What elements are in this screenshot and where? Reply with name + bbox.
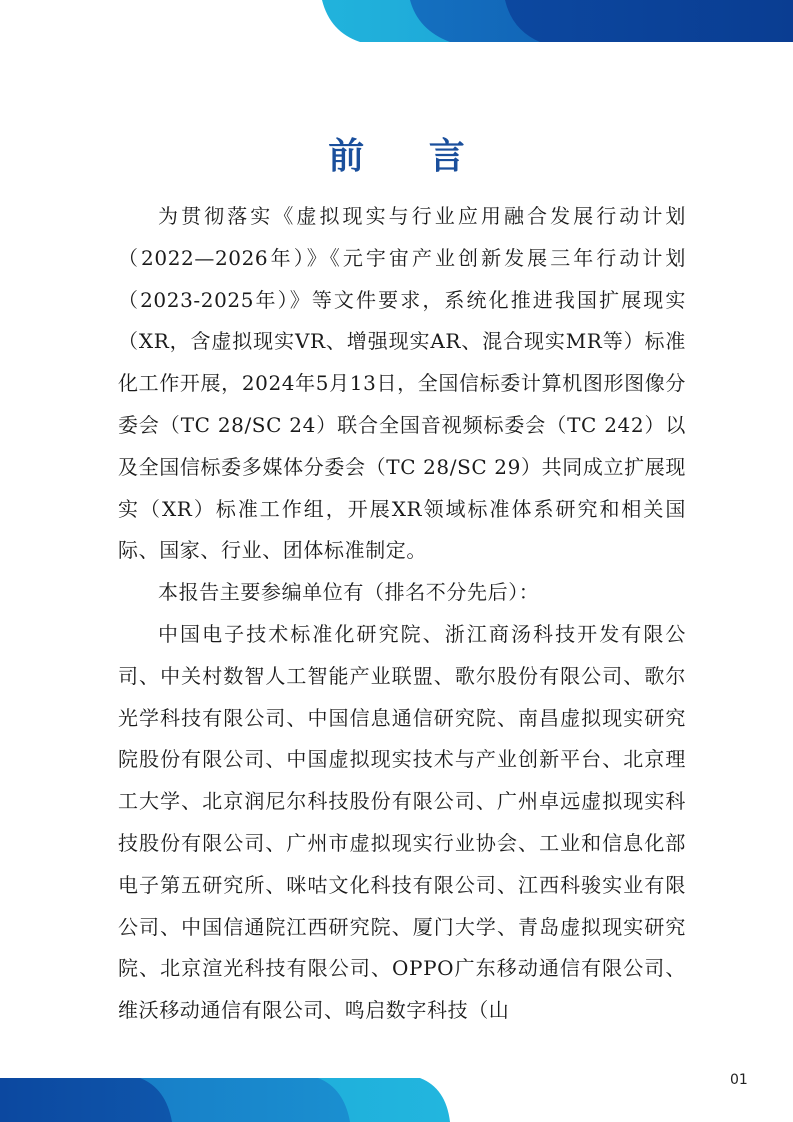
paragraph-contributors-list: 中国电子技术标准化研究院、浙江商汤科技开发有限公司、中关村数智人工智能产业联盟、歌尔股份有限公司、歌尔光学科技有限公司、中国信息通信研究院、南昌虚拟现实研究院股份有限公司、中国虚拟现实技术与产业创新平台、北京理工大学、北京润尼尔科技股份有限公司、广州卓远虚拟现实科技股份有限公司、广州市虚拟现实行业协会、工业和信息化部电子第五研究所、咪咕文化科技有限公司、江西科骏实业有限公司、中国信通院江西研究院、厦门大学、青岛虚拟现实研究院、北京渲光科技有限公司、OPPO广东移动通信有限公司、维沃移动通信有限公司、鸣启数字科技（山 <box>118 621 686 1023</box>
paragraph-contributors-heading: 本报告主要参编单位有（排名不分先后）： <box>158 580 540 605</box>
page-title: 前 言 <box>328 136 491 177</box>
page-number: 01 <box>730 1072 748 1088</box>
bottom-decoration-band <box>0 1078 450 1122</box>
top-decoration-band <box>0 0 793 42</box>
paragraph-intro: 为贯彻落实《虚拟现实与行业应用融合发展行动计划（2022—2026年）》《元宇宙产业创新发展三年行动计划（2023-2025年）》等文件要求，系统化推进我国扩展现实（XR，含虚拟现实VR、增强现实AR、混合现实MR等）标准化工作开展，2024年5月13日，全国信标委计算机图形图像分委会（TC 28/SC 24）联合全国音视频标委会（TC 242）以及全国信标委多媒体分委会（TC 28/SC 29）共同成立扩展现实（XR）标准工作组，开展XR领域标准体系研究和相关国际、国家、行业、团体标准制定。 <box>118 204 686 563</box>
body-text <box>118 196 686 1032</box>
